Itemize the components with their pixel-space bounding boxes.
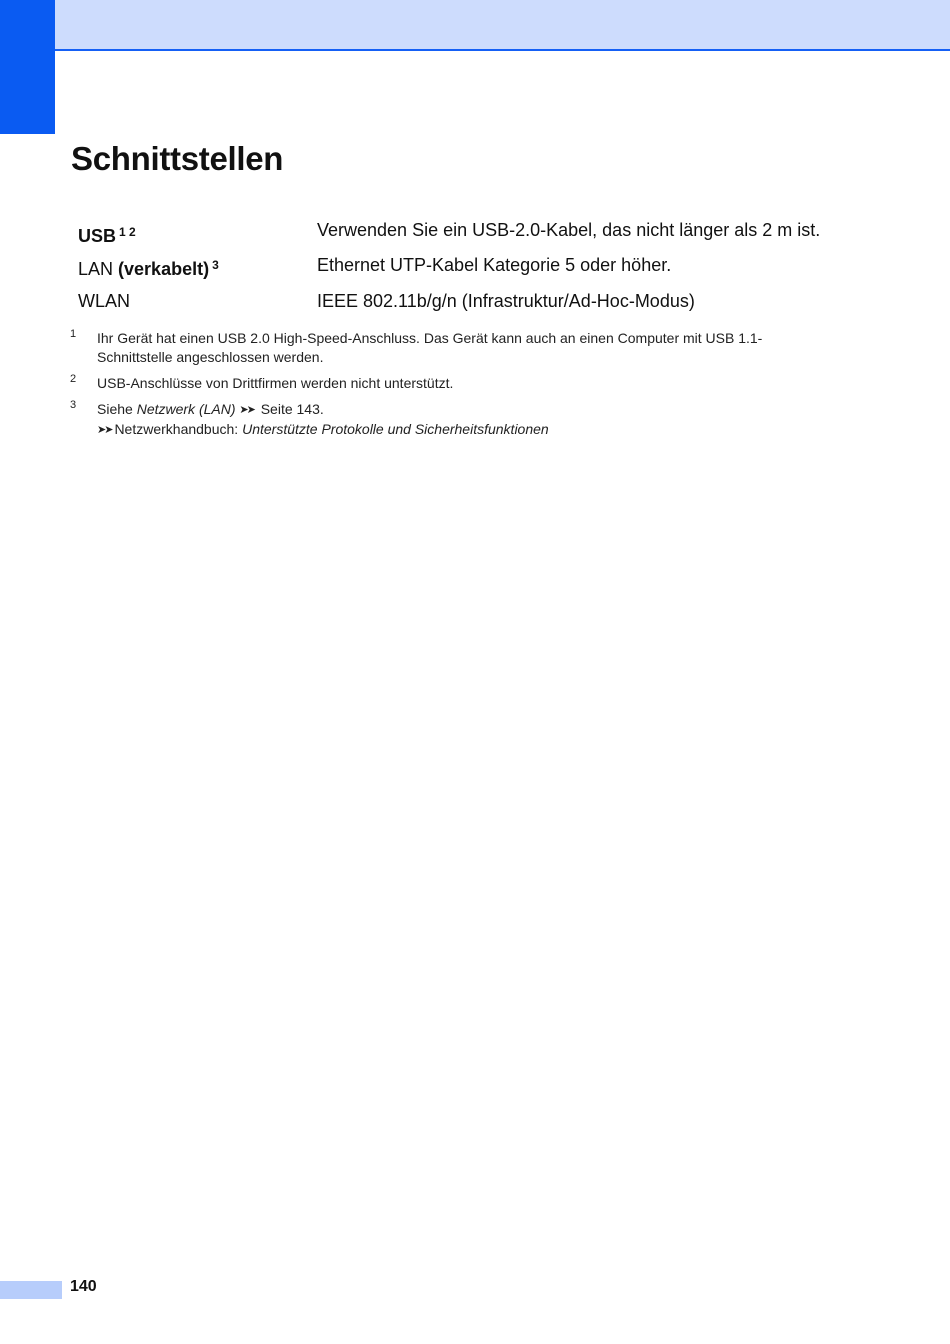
spec-label-text: WLAN: [78, 291, 131, 311]
footnote-text: USB-Anschlüsse von Drittfirmen werden nicht unterstützt.: [97, 375, 454, 391]
manual-topic-link[interactable]: Unterstützte Protokolle und Sicherheitsfunktionen: [242, 421, 549, 437]
spec-value-wlan: IEEE 802.11b/g/n (Infrastruktur/Ad-Hoc-Modus): [317, 291, 695, 311]
spec-label-text: LAN: [78, 258, 114, 279]
footer-band: [0, 1281, 62, 1299]
spec-value-lan: Ethernet UTP-Kabel Kategorie 5 oder höher.: [317, 254, 672, 275]
footnote-number: 1: [70, 328, 77, 340]
chapter-tab: [0, 0, 55, 134]
spec-label-text: USB: [78, 226, 117, 246]
footnote-prefix: Siehe: [97, 401, 137, 417]
footnote-ref: 1 2: [119, 225, 136, 239]
spec-row-wlan: [78, 285, 878, 320]
spec-label-usb: [78, 225, 136, 247]
cross-reference-link[interactable]: Netzwerk (LAN): [136, 401, 236, 417]
spec-row-usb: [78, 216, 878, 251]
interface-spec-table: [78, 216, 878, 320]
page-title: Schnittstellen: [71, 140, 284, 177]
double-arrow-icon: ➤➤: [97, 424, 112, 436]
manual-reference: Netzwerkhandbuch:: [114, 421, 243, 437]
spec-label-wlan: [78, 291, 130, 312]
footnote-number: 2: [70, 373, 77, 385]
spec-label-lan: [78, 258, 219, 280]
footnote-1: [70, 329, 830, 367]
page-number: 140: [70, 1278, 97, 1295]
footnote-2: [70, 374, 830, 393]
double-arrow-icon: ➤➤: [239, 404, 254, 416]
header-band: [55, 0, 950, 51]
spec-label-suffix: (verkabelt): [118, 258, 210, 279]
spec-row-lan: [78, 251, 878, 286]
footnote-number: 3: [70, 399, 77, 411]
footnote-3: [70, 400, 830, 440]
footnotes: [70, 329, 830, 447]
footnote-text: Ihr Gerät hat einen USB 2.0 High-Speed-Anschluss. Das Gerät kann auch an einen Computer mit USB 1.1-Schnittstelle angeschlossen werden.: [97, 330, 763, 365]
page-reference: Seite 143.: [256, 401, 324, 417]
spec-value-usb: Verwenden Sie ein USB-2.0-Kabel, das nicht länger als 2 m ist.: [317, 220, 821, 240]
footnote-ref: 3: [212, 257, 219, 272]
